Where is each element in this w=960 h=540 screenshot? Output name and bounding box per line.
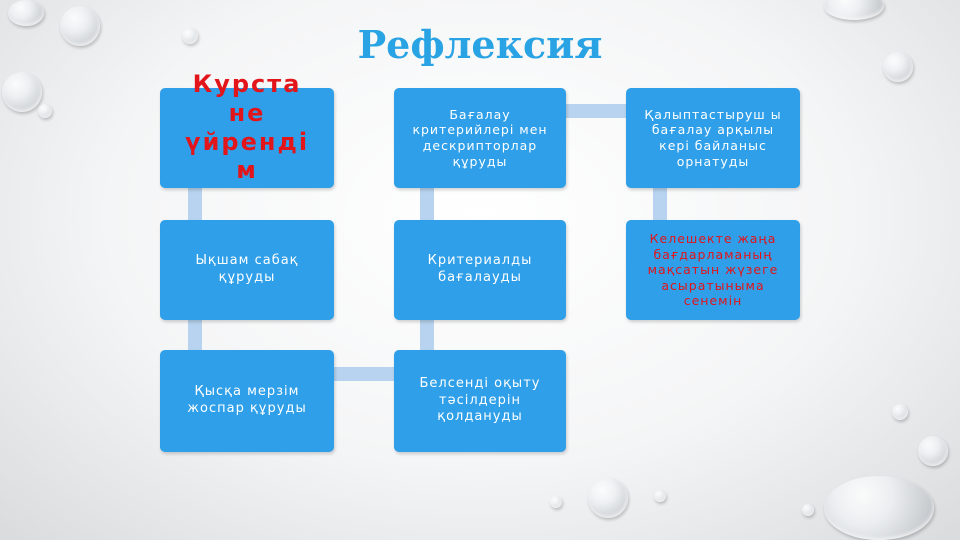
process-box-short-term-plan xyxy=(160,350,334,452)
water-drop-decoration xyxy=(2,72,42,112)
process-box-label: Қалыптастыруш ы бағалау арқылы кері байланыс орнатуды xyxy=(644,106,782,169)
process-box-formative-feedback xyxy=(626,88,800,188)
connector-b7-b8 xyxy=(653,188,667,220)
water-drop-decoration xyxy=(550,496,562,508)
water-drop-decoration xyxy=(654,490,666,502)
water-drop-decoration xyxy=(802,504,814,516)
connector-b5-b6 xyxy=(420,188,434,220)
water-drop-decoration xyxy=(38,104,52,118)
connector-b1-b2 xyxy=(188,188,202,220)
process-box-active-learning xyxy=(394,350,566,452)
connector-b4-b5 xyxy=(420,320,434,350)
water-drop-decoration xyxy=(892,404,908,420)
process-box-label: Белсенді оқыту тәсілдерін қолдануды xyxy=(419,375,541,425)
water-drop-decoration xyxy=(588,478,628,518)
process-box-label: Қысқа мерзім жоспар құруды xyxy=(187,384,307,416)
process-box-label: Критериалды бағалауды xyxy=(427,253,533,285)
process-box-label: Курста не үйренді м xyxy=(184,70,310,185)
water-drop-decoration xyxy=(824,0,884,20)
connector-b3-b4 xyxy=(334,367,394,381)
connector-b2-b3 xyxy=(188,320,202,350)
process-box-label: Бағалау критерийлері мен дескрипторлар құруды xyxy=(412,106,548,169)
water-drop-decoration xyxy=(918,436,948,466)
water-drop-decoration xyxy=(824,476,934,540)
process-box-short-lesson xyxy=(160,220,334,320)
connector-b6-b7 xyxy=(565,104,627,118)
process-box-course-learned xyxy=(160,70,334,188)
process-box-label: Ықшам сабақ құруды xyxy=(195,253,299,285)
process-box-label: Келешекте жаңа бағдарламаның мақсатын жүзеге асыратыныма сенемін xyxy=(647,230,779,309)
process-box-future-confidence xyxy=(626,220,800,320)
process-box-criteria-assessment xyxy=(394,220,566,320)
slide-title: Рефлексия xyxy=(357,22,603,67)
process-box-criteria-descriptors xyxy=(394,88,566,188)
